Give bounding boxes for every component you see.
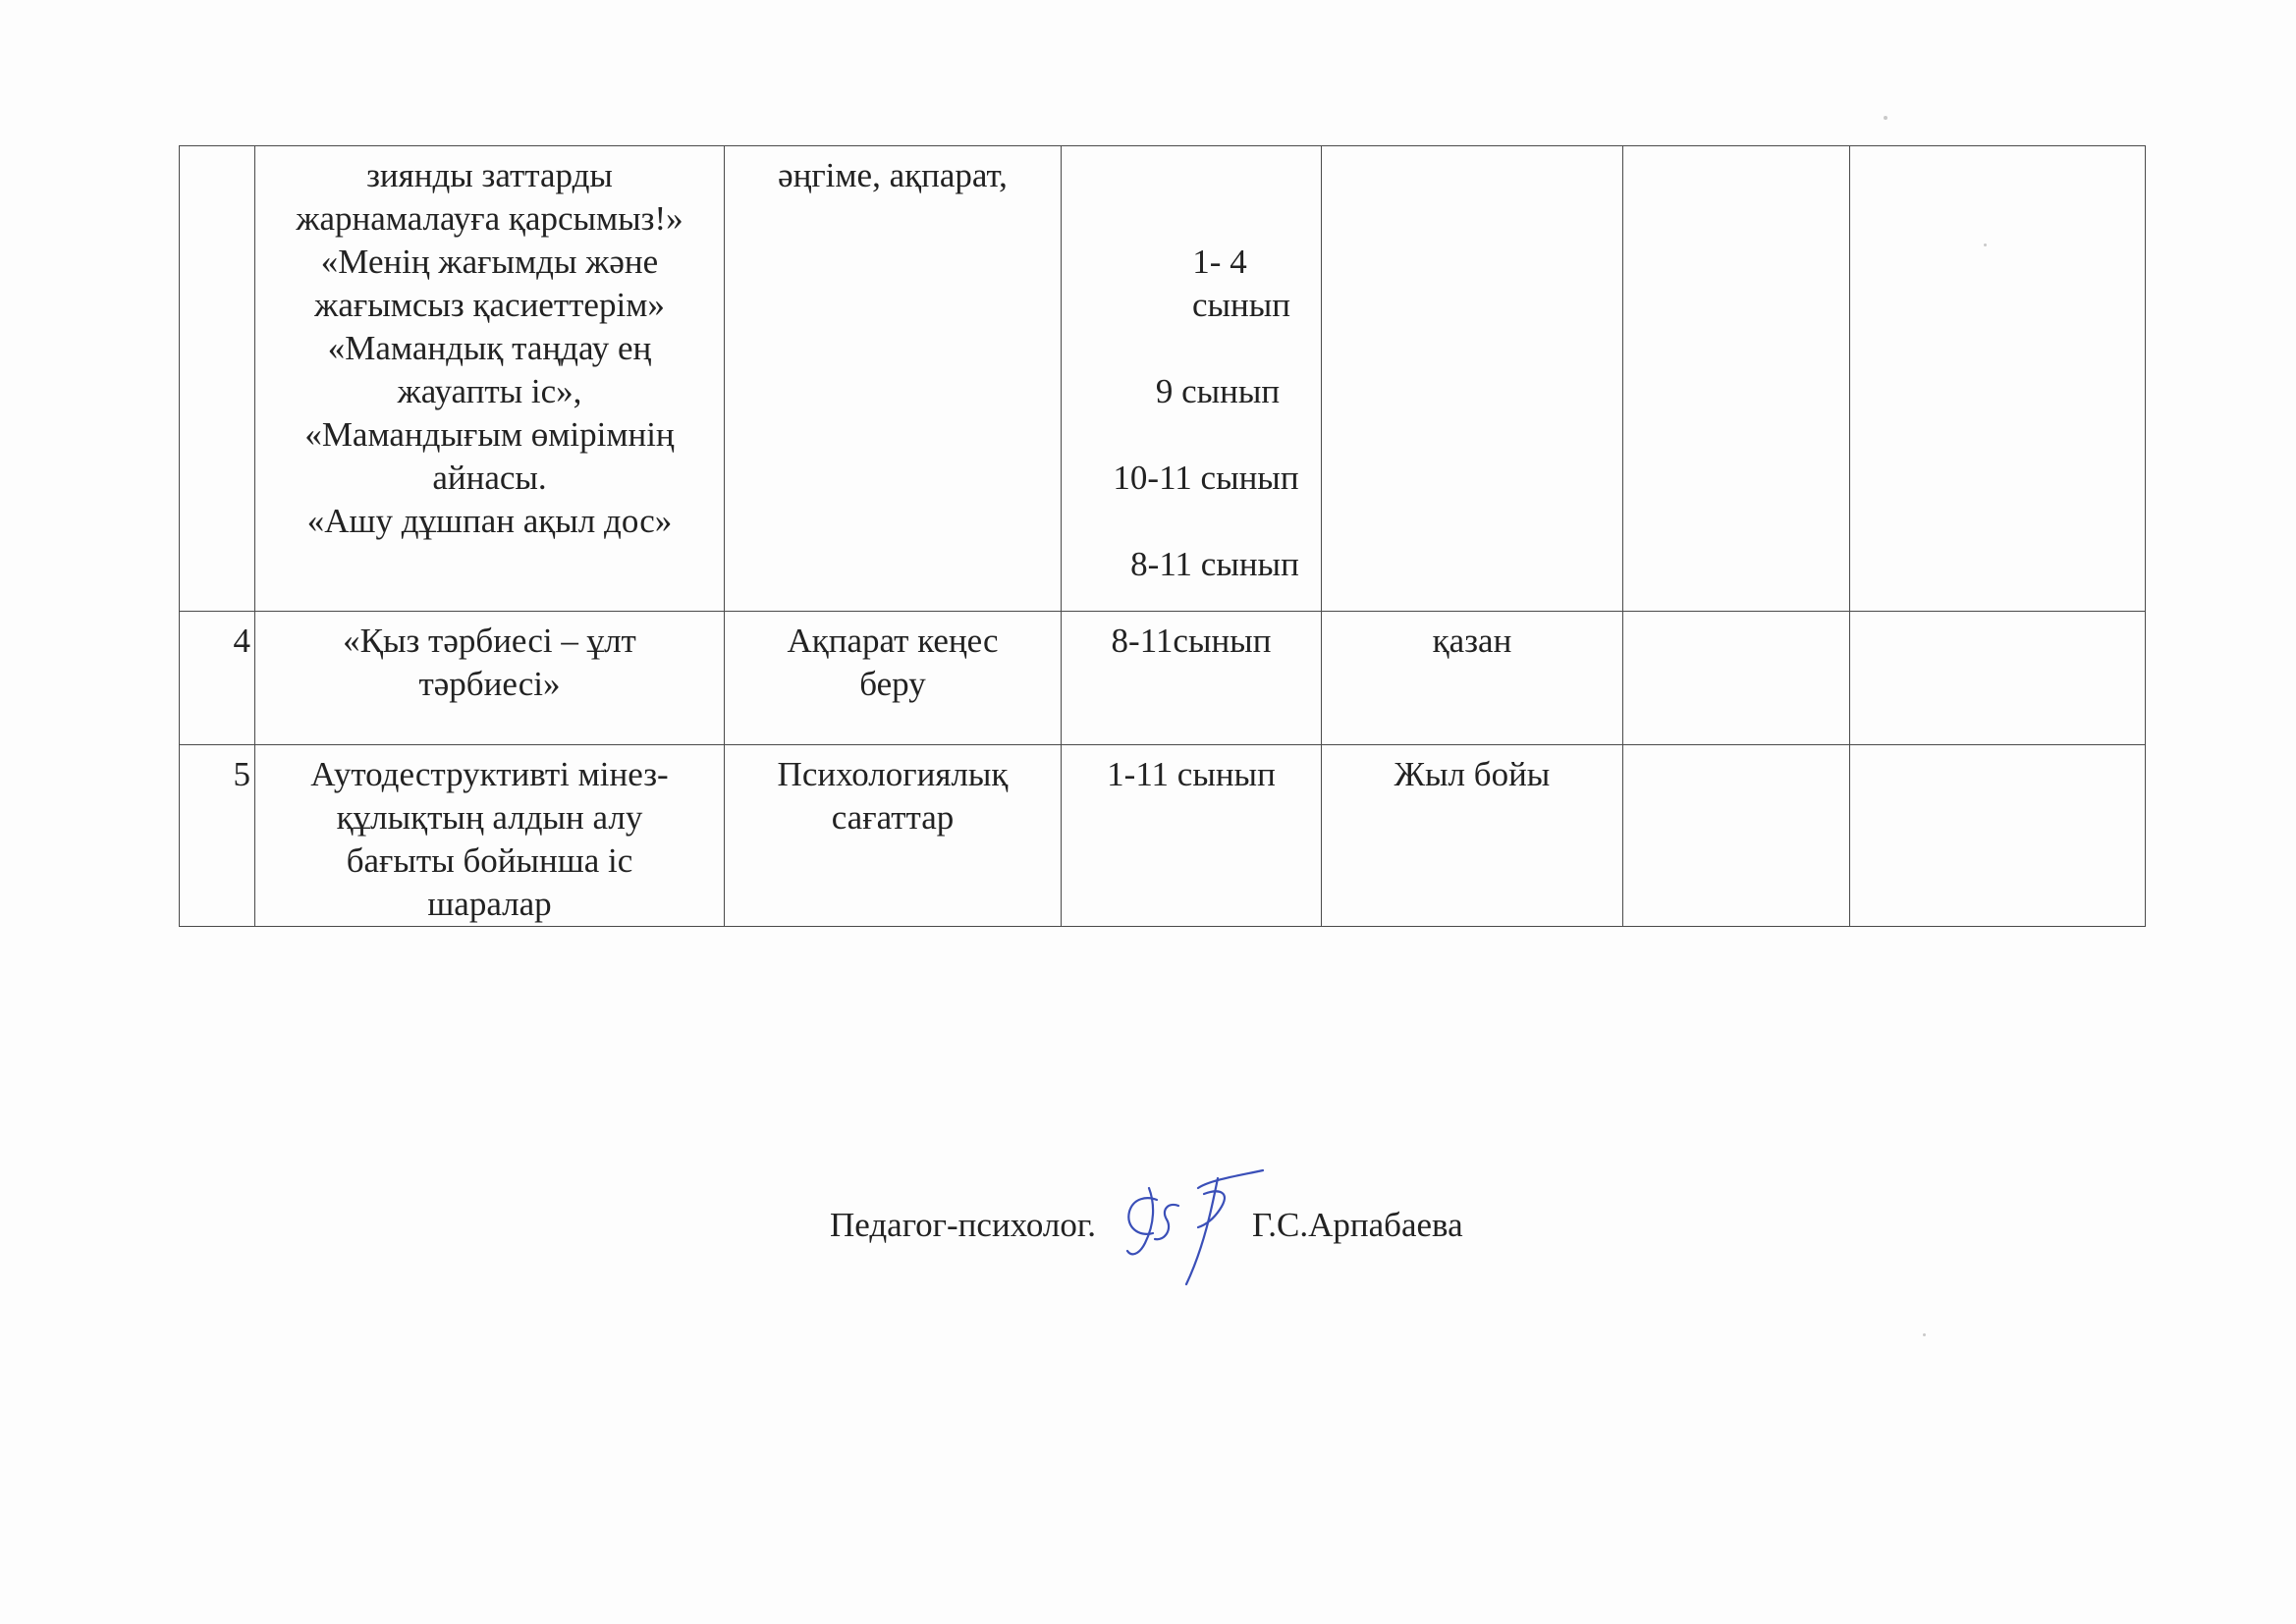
class-cell <box>1062 146 1322 612</box>
table-row <box>180 745 2146 927</box>
event-line: Аутодеструктивті мінез- <box>310 755 669 793</box>
class-line: сынып <box>1191 286 1291 324</box>
event-line: зиянды заттарды <box>366 156 613 194</box>
signatory-name: Г.С.Арпабаева <box>1252 1206 1463 1244</box>
event-line: «Мамандық таңдау ең <box>327 329 652 367</box>
time-cell <box>1322 612 1623 745</box>
event-line: бағыты бойынша іс <box>346 841 633 880</box>
activity-table <box>179 145 2146 927</box>
empty-cell <box>1623 612 1850 745</box>
event-line: жағымсыз қасиеттерім» <box>314 286 665 324</box>
class-cell <box>1062 612 1322 745</box>
row-number: 4 <box>233 622 250 660</box>
form-line: беру <box>859 665 926 703</box>
event-cell <box>255 745 725 927</box>
position-label: Педагог-психолог. <box>830 1206 1097 1244</box>
row-number: 5 <box>233 755 250 793</box>
form-line: сағаттар <box>831 798 955 837</box>
event-line: шаралар <box>427 885 552 923</box>
class-cell <box>1062 745 1322 927</box>
class-line: 1-11 сынып <box>1107 755 1276 793</box>
empty-cell <box>1850 146 2146 612</box>
class-line: 8-11сынып <box>1111 622 1272 660</box>
event-cell <box>255 146 725 612</box>
event-line: «Менің жағымды және <box>320 243 659 281</box>
class-line: 8-11 сынып <box>1130 545 1299 583</box>
form-line: Ақпарат кеңес <box>787 622 999 660</box>
event-line: жауапты іс», <box>397 372 582 410</box>
form-cell <box>725 745 1062 927</box>
row-number-cell <box>180 745 255 927</box>
event-cell <box>255 612 725 745</box>
table-row <box>180 146 2146 612</box>
form-cell <box>725 146 1062 612</box>
time-cell <box>1322 745 1623 927</box>
row-number-cell <box>180 146 255 612</box>
form-line: Психологиялық <box>777 755 1009 793</box>
table-row <box>180 612 2146 745</box>
event-line: «Қыз тәрбиесі – ұлт <box>343 622 636 660</box>
empty-cell <box>1850 612 2146 745</box>
form-cell <box>725 612 1062 745</box>
time-cell <box>1322 146 1623 612</box>
class-line: 1- 4 <box>1192 243 1247 281</box>
event-line: жарнамалауға қарсымыз!» <box>296 199 683 238</box>
event-line: тәрбиесі» <box>418 665 561 703</box>
time-value: қазан <box>1432 622 1512 660</box>
class-line: 9 сынып <box>1155 372 1281 410</box>
row-number-cell <box>180 612 255 745</box>
scan-speck <box>1884 116 1887 120</box>
empty-cell <box>1850 745 2146 927</box>
class-line: 10-11 сынып <box>1113 459 1299 497</box>
empty-cell <box>1623 745 1850 927</box>
form-line: әңгіме, ақпарат, <box>778 156 1008 194</box>
event-line: «Мамандығым өмірімнің <box>304 415 675 454</box>
event-line: айнасы. <box>432 459 547 497</box>
event-line: «Ашу дұшпан ақыл дос» <box>306 502 673 540</box>
empty-cell <box>1623 146 1850 612</box>
time-value: Жыл бойы <box>1394 755 1551 793</box>
event-line: құлықтың алдын алу <box>336 798 643 837</box>
scan-speck <box>1923 1333 1926 1336</box>
